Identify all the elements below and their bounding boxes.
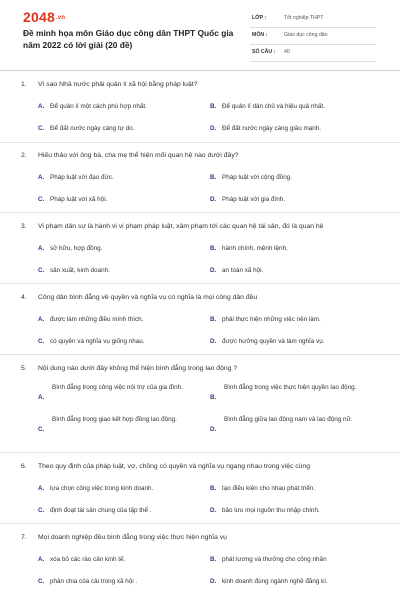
site-logo[interactable] [23, 9, 65, 25]
question-text: Công dân bình đẳng về quyền và nghĩa vụ có nghĩa là mọi công dân đều [38, 294, 258, 301]
option-label: D. [210, 196, 217, 203]
question-stem [21, 365, 391, 372]
option-label: B. [210, 174, 217, 181]
question-number: 5. [21, 365, 27, 372]
option-text: Pháp luật với gia đình. [222, 196, 285, 203]
option-label: D. [210, 578, 217, 585]
option-text: Để đất nước ngày càng tự do. [50, 125, 135, 132]
option-label: A. [38, 174, 45, 181]
option-text: phát lương và thưởng cho công nhân [222, 556, 327, 563]
question-stem [21, 152, 391, 159]
question-stem [21, 534, 391, 541]
option-text: Bình đẳng trong công việc nội trợ của gia đình. [52, 384, 183, 391]
meta-row-class [250, 11, 376, 28]
option-text: định đoạt tài sản chung của tập thể . [50, 507, 152, 514]
option-label: B. [210, 245, 217, 252]
logo-suffix: .vn [55, 15, 66, 22]
option-label: A. [38, 485, 45, 492]
option-text: bảo lưu mọi nguồn thu nhập chính. [222, 507, 320, 514]
option-text: sản xuất, kinh doanh. [50, 267, 110, 274]
option-label: B. [210, 316, 217, 323]
meta-value: Tốt nghiệp THPT [284, 15, 324, 21]
option-label: D. [210, 426, 217, 433]
option-text: kinh doanh đúng ngành nghề đăng kí. [222, 578, 328, 585]
question-stem [21, 294, 391, 301]
meta-value: Giáo dục công dân [284, 32, 328, 38]
option-label: B. [210, 394, 217, 401]
option-label: C. [38, 267, 45, 274]
option-text: phân chia của cải trong xã hội . [50, 578, 138, 585]
option-label: B. [210, 103, 217, 110]
option-label: C. [38, 196, 45, 203]
question-number: 7. [21, 534, 27, 541]
question-divider [0, 354, 400, 355]
option-text: lựa chọn công việc trong kinh doanh. [50, 485, 154, 492]
question-divider [0, 212, 400, 213]
option-text: Để quản lí dân chủ và hiệu quả nhất. [222, 103, 325, 110]
page-title: Đề minh họa môn Giáo dục công dân THPT Quốc gia năm 2022 có lời giải (20 đề) [23, 28, 234, 50]
option-label: C. [38, 578, 45, 585]
option-text: Để đất nước ngày càng giàu mạnh. [222, 125, 322, 132]
option-text: phải thực hiện những việc nên làm. [222, 316, 321, 323]
option-label: C. [38, 338, 45, 345]
option-text: Pháp luật với xã hội. [50, 196, 108, 203]
question-stem [21, 463, 391, 470]
option-text: Pháp luật với cộng đồng. [222, 174, 292, 181]
question-text: Vì sao Nhà nước phải quản lí xã hội bằng pháp luật? [38, 81, 198, 88]
question-number: 4. [21, 294, 27, 301]
option-label: A. [38, 394, 45, 401]
option-text: Bình đẳng trong việc thực hiện quyền lao động. [224, 384, 357, 391]
meta-key: LỚP : [252, 15, 267, 21]
option-label: D. [210, 338, 217, 345]
option-label: C. [38, 507, 45, 514]
header-divider [0, 70, 400, 71]
question-divider [0, 283, 400, 284]
question-stem [21, 81, 391, 88]
meta-key: SỐ CÂU : [252, 49, 276, 55]
option-label: B. [210, 556, 217, 563]
option-text: được làm những điều mình thích. [50, 316, 144, 323]
option-text: Để quản lí một cách phù hợp nhất. [50, 103, 147, 110]
option-label: D. [210, 267, 217, 274]
option-label: A. [38, 103, 45, 110]
meta-value: 40 [284, 49, 290, 55]
option-label: C. [38, 426, 45, 433]
meta-key: MÔN : [252, 32, 268, 38]
question-divider [0, 142, 400, 143]
option-text: được hưởng quyền và làm nghĩa vụ. [222, 338, 325, 345]
question-stem [21, 223, 391, 230]
question-text: Hiếu thảo với ông bà, cha mẹ thể hiện mối quan hệ nào dưới đây? [38, 152, 239, 159]
option-text: Pháp luật với đạo đức. [50, 174, 114, 181]
option-text: Bình đẳng giữa lao động nam và lao động nữ. [224, 416, 353, 423]
question-number: 3. [21, 223, 27, 230]
option-text: sở hữu, hợp đồng. [50, 245, 103, 252]
option-label: D. [210, 125, 217, 132]
question-divider [0, 523, 400, 524]
question-text: Vi phạm dân sự là hành vi vi phạm pháp luật, xâm phạm tới các quan hệ tài sản, đó là quan hệ [38, 223, 324, 230]
question-text: Mọi doanh nghiệp đều bình đẳng trong việc thực hiện nghĩa vụ [38, 534, 227, 541]
option-label: A. [38, 556, 45, 563]
meta-row-count [250, 45, 376, 62]
option-text: có quyền và nghĩa vụ giống nhau. [50, 338, 145, 345]
question-number: 1. [21, 81, 27, 88]
option-text: hành chính, mệnh lệnh. [222, 245, 288, 252]
option-text: tạo điều kiện cho nhau phát triển. [222, 485, 316, 492]
option-label: B. [210, 485, 217, 492]
logo-text: 2048 [23, 9, 55, 25]
question-number: 6. [21, 463, 27, 470]
option-label: A. [38, 245, 45, 252]
question-text: Theo quy định của pháp luật, vợ, chồng có quyền và nghĩa vụ ngang nhau trong việc cùng [38, 463, 310, 470]
page-header [0, 0, 400, 68]
option-label: C. [38, 125, 45, 132]
option-text: Bình đẳng trong giao kết hợp đồng lao động. [52, 416, 177, 423]
option-text: an toàn xã hội. [222, 267, 264, 274]
exam-meta-table [250, 11, 376, 62]
option-text: xóa bỏ các rào cản kinh tế. [50, 556, 126, 563]
question-number: 2. [21, 152, 27, 159]
question-text: Nội dung nào dưới đây không thể hiện bình đẳng trong lao động ? [38, 365, 238, 372]
option-label: A. [38, 316, 45, 323]
question-divider [0, 452, 400, 453]
option-label: D. [210, 507, 217, 514]
meta-row-subject [250, 28, 376, 45]
